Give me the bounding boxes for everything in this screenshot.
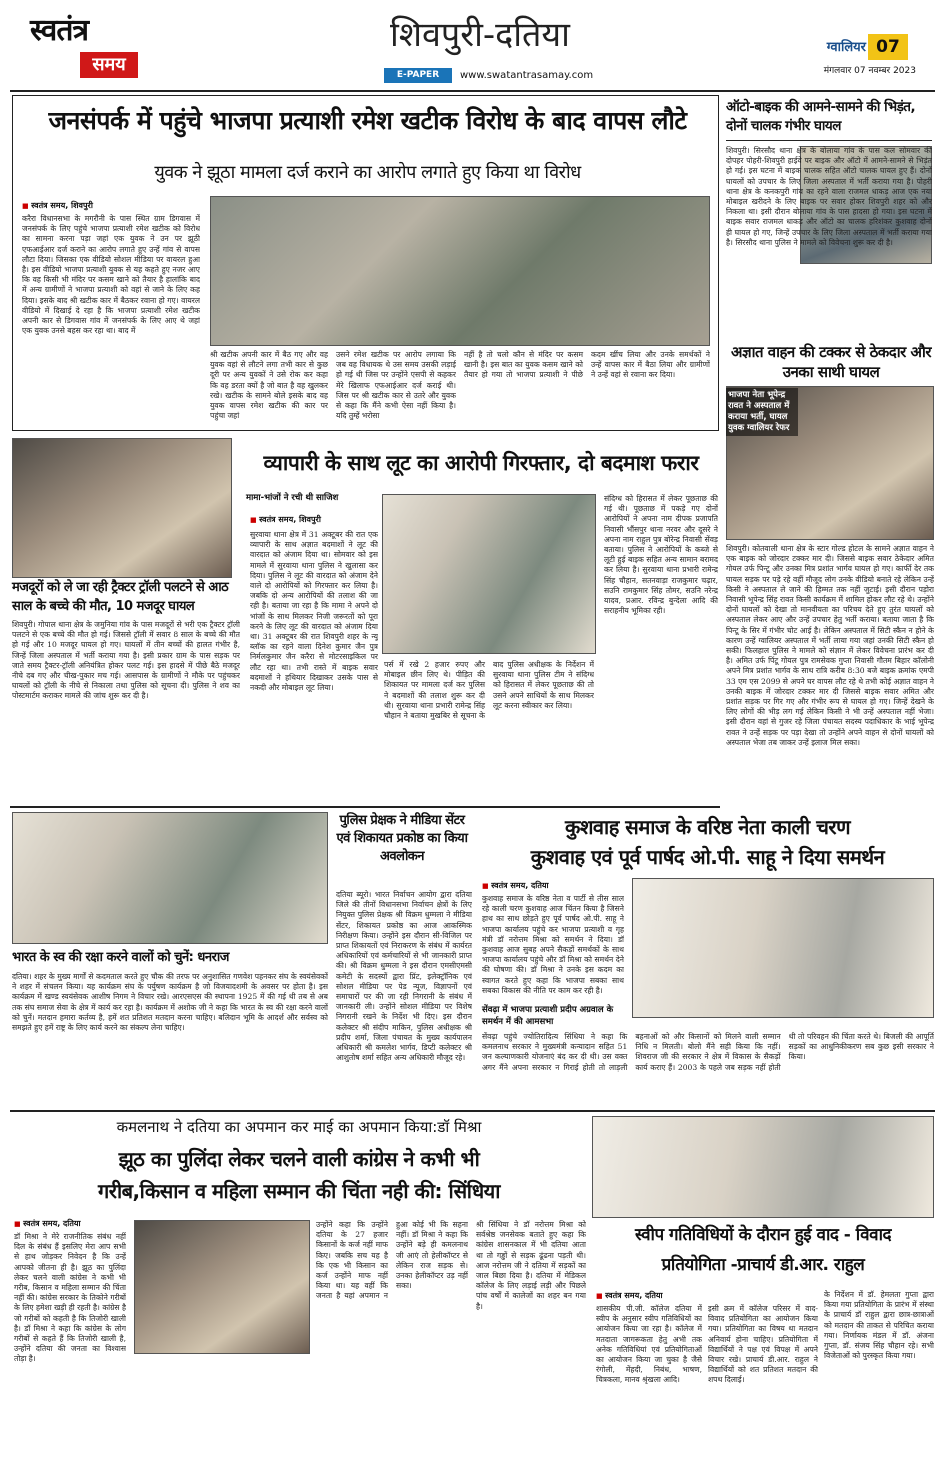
lead-col3: उसने रमेश खटीक पर आरोप लगाया कि जब वह विधायक थे उस समय उसकी लड़ाई हो गई थी जिस पर उन्होंने एसपी से कहकर मेरे खिलाफ एफआईआर दर्ज कराई थी। जिस पर श्री खटीक कार से उतरे और युवक से कहा कि मैंने कभी ऐसा नहीं किया है। यदि तुम्हें भरोसा [336, 350, 456, 421]
sveep-col1: शासकीय पी.जी. कॉलेज दतिया में स्वीप के अनुसार स्वीप गतिविधियों का आयोजन किया जा रहा है। कॉलेज में मतदाता जागरूकता हेतु अभी तक अनेक गतिविधियां एवं प्रतियोगिताओं का आयोजन किया जा चुका है जैसे रंगोली, मेंहदी, निबंध, भाषण, चित्रकला, मानव श्रृंखला आदि। [596, 1304, 702, 1385]
scindia-col3: श्री सिंधिया ने डॉ नरोत्तम मिश्रा को सर्वश्रेष्ठ जनसेवक बताते हुए कहा कि कांग्रेस शासनकाल में भी दतिया आता था तो गड्ढों से सड़क ढूंढना पड़ती थी। आज नरोत्तम जी ने दतिया में सड़कों का जाल बिछा दिया है। दतिया में मेडिकल कॉलेज के लिए लड़ाई लड़ी और पिछले पांच वर्षों में कालेजों का शहर बन गया है। [476, 1220, 586, 1311]
tractor-headline: मजदूरों को ले जा रही ट्रैक्टर ट्रॉली पलटने से आठ साल के बच्चे की मौत, 10 मजदूर घायल [12, 580, 229, 614]
city-name: ग्वालियर [826, 40, 866, 55]
loot-byline: ■ स्वतंत्र समय, शिवपुरी [250, 514, 390, 525]
accident-body: शिवपुरी। कोतवाली थाना क्षेत्र के स्टार गोल्ड होटल के सामने अज्ञात वाहन ने एक बाइक को जोरदार टक्कर मार दी। जिससे बाइक सवार ठेकेदार अमित गोयल उर्फ पिन्टू और उनका मित्र प्रशांत भार्गव घायल हो गए। कार्फी देर तक घायल सड़क पर पड़े रहे वहीं मौजूद लोग उनके वीडियो बनाते रहे लेकिन उन्हें किसी ने अस्पताल ले जाने की हिम्मत तक नहीं जुटाई। इसी दौरान पड़ोरा निवासी भूपेन्द्र सिंह रावत किसी कार्यक्रम में शामिल होकर लौट रहे थे। उन्होंने दोनों घायलों को देखा तो मानवीयता का परिचय देते हुए तुरंत घायलों को अस्पताल लेकर आए और उन्हें उपचार हेतु भर्ती कराया। बताया जाता है कि पिन्टू के सिर में गंभीर चोट आई है। लेकिन अस्पताल में सिटी स्कैन न होने के कारण उन्हें ग्वालियर अस्पताल में भर्ती लाया गया जहां उनकी सिटी स्कैन हो सकी। फिलहाल पुलिस ने मामले को संज्ञान में लेकर विवेचना प्रारंभ कर दी है। अमित उर्फ पिंटू गोयल पुत्र रामसेवक गुप्ता निवासी गौतम बिहार कॉलोनी अपने मित्र प्रशांत भार्गव के साथ रात्रि करीब 8:30 बजे बाइक क्रमांक एमपी 33 एम एस 2099 से अपने घर वापस लौट रहे थे तभी कोई अज्ञात वाहन ने उनकी बाइक में जोरदार टक्कर मार दी जिससे बाइक सवार अमित और प्रशांत सड़क पर गिर गए और गंभीर रूप से घायल हो गए। जिन्हें देखने के लिए लोगों की भीड़ लग गई लेकिन किसी ने भी उन्हें अस्पताल नहीं भेजा। इसी दौरान वहां से गुजर रहे जिला पंचायत सदस्य पदाधिकार के भाई भूपेन्द्र रावत ने उन्हें सड़क पर पड़ा देखा तो उन्होंने अपने वाहन से दोनों घायलों को अस्पताल भेजा तब जाकर उन्हें इलाज मिल सका। [726, 544, 934, 747]
scindia-kicker: कमलनाथ ने दतिया का अपमान कर माई का अपमान किया:डॉ मिश्रा [116, 1118, 482, 1136]
sveep-byline: ■ स्वतंत्र समय, दतिया [596, 1290, 746, 1301]
sveep-photo [592, 1116, 934, 1218]
kushwaha-kicker: सेंवढ़ा में भाजपा प्रत्याशी प्रदीप अग्रवाल के समर्थन में की आमसभा [482, 1005, 614, 1027]
kushwaha-headline-1: कुशवाह समाज के वरिष्ठ नेता काली चरण [564, 815, 851, 839]
sveep-col3: के निर्देशन में डॉ. हेमलता गुप्ता द्वारा किया गया प्रतियोगिता के प्रारंभ में संस्था के प्राचार्य डॉ राहुल द्वारा छात्र-छात्राओं को मतदान की ताकत से परिचित कराया गया। निर्णायक मंडल में डॉ. अंजना गुप्ता, डॉ. संजय सिंह चौहान रहे। सभी विजेताओं को पुरस्कृत किया गया। [824, 1290, 934, 1361]
sveep-headline-2: प्रतियोगिता -प्राचार्य डी.आर. राहुल [661, 1255, 865, 1275]
auto-bike-rule [726, 140, 932, 141]
epaper-label: E-PAPER [384, 68, 452, 83]
lead-col2: श्री खटीक अपनी कार में बैठ गए और वह युवक वहां से लौटने लगा तभी कार से कुछ दूरी पर अन्य युवकों ने उसे रोक कर कहा कि वह डरता क्यों है जो बात है वह खुलकर रखे। खटीक के सामने बोले इसके बाद वह युवक वापस रमेश खटीक की कार पर पहुंचा जहां [210, 350, 328, 421]
auto-bike-body: शिवपुरी। सिरसौद थाना क्षेत्र के बोलाया गांव के पास कल सोमवार की दोपहर पोहरी-शिवपुरी हाईवे पर बाइक और ऑटो में आमने-सामने से भिड़ंत हो गई। इस घटना में बाइक चालक सहित ऑटो चालक घायल हुए हैं। दोनों घायलों को उपचार के लिए जिला अस्पताल में भर्ती कराया गया है। पोहरी थाना क्षेत्र के कनकपुरी गांव का रहने वाला राजमल धाकड़ आज एक नया मोबाइल खरीदने के लिए बाइक पर सवार होकर शिवपुरी शहर को और निकला था। इसी दौरान बोलाया गांव के पास हादसा हो गया। इस घटना में बाइक सवार राजमल धाकड़ और ऑटो का चालक हरिशंकर कुशवाह दोनों ही घायल हो गए, जिन्हें उपचार के लिए जिला अस्पताल में भर्ती कराया गया है। सिरसौद थाना पुलिस ने मामले को विवेचना शुरू कर दी है। [726, 146, 932, 247]
scindia-col1: डॉ मिश्रा ने मेरे राजनीतिक संबंध नहीं दिल के संबंध हैं इसलिए मेरा आप सभी से हाथ जोड़कर निवेदन है कि उन्हें आपको जीतना ही है। झूठ का पुलिंदा लेकर चलने वाली कांग्रेस ने कभी भी गरीब, किसान व महिला सम्मान की चिंता नहीं की। कांग्रेस सरकार के तिकोने गरीबों के लिए हमेशा खड़ी ही रहती है। कांग्रेस है जो गरीबों को कहती है कि तिजोरी खाली है। डॉ मिश्रा ने कहा कि कांग्रेस के लोग गरीबों से कहते हैं कि तिजोरी खाली है, उन्होंने दतिया की जनता का विश्वास तोड़ा है। [14, 1232, 126, 1364]
scindia-col2: उन्होंने कहा कि उन्होंने दतिया के 27 हजार किसानों के कर्ज नहीं माफ किए। जबकि सच यह है कि एक भी किसान का कर्ज उन्होंने माफ नहीं किया था। यह वहीं कि जनता है यहां अपमान न हुआ कोई भी कि सहना नहीं। डॉ मिश्रा ने कहा कि उन्होंने बड़े ही कमलनाथ जी आएं तो हेलीकॉप्टर से लेकिन राज सड़क से। उनका हेलीकॉप्टर उड़ नहीं सका। [316, 1220, 468, 1301]
issue-date: मंगलवार 07 नवम्बर 2023 [823, 66, 916, 76]
loot-kicker: मामा-भांजों ने रची थी साजिश [246, 493, 339, 503]
accident-photo-caption: भाजपा नेता भूपेन्द्र रावत ने अस्पताल में कराया भर्ती, घायल युवक ग्वालियर रेफर [726, 388, 798, 436]
rss-body: दतिया। शहर के मुख्य मार्गों से कदमताल करते हुए चौक की तरफ पर अनुशासित गणवेश पहनकर संघ के स्वयंसेवकों ने शहर में संचलन किया। यह कार्यक्रम संघ के पर्युषण कार्यक्रम है जो विजयादशमी के अवसर पर होता है। इस कार्यक्रम में खण्ड स्वयंसेवक आशीष निगम ने विचार रखे। आरएसएस की स्थापना 1925 में की गई थी तब से अब तक संघ समाज सेवा के क्षेत्र में कार्य कर रहा है। कार्यक्रम में अशोक जी ने कहा कि भारत के स्व की रक्षा करने वालों को चुनें। मतदान हमारा कर्तव्य है, हमें शत प्रतिशत मतदान करना चाहिए। बलिदान भूमि के आदर्श और सर्वस्व को समझते हुए हमें राष्ट्र के लिए कार्य करने का संकल्प लेना चाहिए। [12, 972, 328, 1033]
kushwaha-body2: सेंवढ़ा पहुंचे ज्योतिरादित्य सिंधिया ने कहा कि कमलनाथ सरकार ने मुख्यमंत्री कन्यादान सहित 51 जन कल्याणकारी योजनाएं बंद कर दी थी। उस वक्त अगर मैंने अपना सरकार न गिराई होती तो लाड़ली बहनाओं को और किसानों को मिलने वाली सम्मान निधि न मिलती। बोलो मैंने सही किया कि नहीं। शिवराज जी की सरकार ने क्षेत्र में विकास के सैकड़ों कार्य कराए हैं। 2003 के पहले जब सड़क नहीं होती थी तो परिवहन की चिंता करते थे। बिजली की आपूर्ति सड़कों का आधुनिकीकरण सब कुछ इसी सरकार ने किया। [482, 1032, 934, 1072]
mid-divider [10, 806, 720, 808]
logo [30, 14, 140, 84]
kushwaha-photo [632, 878, 934, 1018]
kushwaha-headline-2: कुशवाह एवं पूर्व पार्षद ओ.पी. साहू ने दिया समर्थन [530, 845, 885, 869]
tractor-photo [12, 438, 232, 578]
rss-headline: भारत के स्व की रक्षा करने वालों को चुनें: धनराज [12, 950, 229, 965]
rss-photo [12, 812, 328, 944]
kushwaha-byline: ■ स्वतंत्र समय, दतिया [482, 880, 622, 891]
sveep-col2: इसी क्रम में कॉलेज परिसर में वाद-विवाद प्रतियोगिता का आयोजन किया गया। प्रतियोगिता का विषय था मतदान अनिवार्य होना चाहिए। प्रतियोगिता में विद्यार्थियों ने पक्ष एवं विपक्ष में अपने विचार रखे। प्राचार्य डी.आर. राहुल ने विद्यार्थियों को शत प्रतिशत मतदान की शपथ दिलाई। [708, 1304, 818, 1385]
accident-headline: अज्ञात वाहन की टक्कर से ठेकदार और उनका साथी घायल [731, 343, 931, 381]
scindia-headline-2: गरीब,किसान व महिला सम्मान की चिंता नही की: सिंधिया [98, 1179, 500, 1203]
lead-headline: जनसंपर्क में पहुंचे भाजपा प्रत्याशी रमेश खटीक विरोध के बाद वापस लौटे [48, 106, 687, 135]
loot-headline: व्यापारी के साथ लूट का आरोपी गिरफ्तार, दो बदमाश फरार [263, 451, 699, 475]
lower-divider [10, 1110, 935, 1112]
lead-photo [210, 196, 710, 346]
loot-photo [382, 494, 596, 654]
lead-col4: नहीं है तो चलो कौन से मंदिर पर कसम खानी है। इस बात का युवक कसम खाने को तैयार हो गया तो भाजपा प्रत्याशी ने पीछे कदम खींच लिया और उनके समर्थकों ने उन्हें वापस कार में बैठा लिया और ग्रामीणों ने उन्हें वहां से रवाना कर दिया। [464, 350, 710, 380]
section-title: शिवपुरी-दतिया [390, 15, 570, 55]
logo-bottom-text: समय [80, 52, 138, 78]
page-number: 07 [868, 34, 908, 60]
masthead [0, 0, 945, 90]
auto-bike-headline: ऑटो-बाइक की आमने-सामने की भिड़ंत, दोनों चालक गंभीर घायल [726, 99, 916, 134]
masthead-divider [10, 90, 935, 92]
observer-body: दतिया ब्यूरो। भारत निर्वाचन आयोग द्वारा दतिया जिले की तीनों विधानसभा निर्वाचन क्षेत्रों के लिए नियुक्त पुलिस प्रेक्षक श्री विक्रम धुम्मला ने मीडिया सेंटर, शिकायत प्रकोष्ठ का आज आकस्मिक निरीक्षण किया। उन्होंने इस दौरान सी-विजिल पर प्राप्त शिकायतों एवं निराकरण के संबंध में कार्यरत अधिकारियों एवं कर्मचारियों से भी जानकारी प्राप्त की। श्री विक्रम धुम्मला ने इस दौरान एमसीएमसी कमेटी के सदस्यों द्वारा प्रिंट, इलेक्ट्रॉनिक एवं सोशल मीडिया पर पेड न्यूज, विज्ञापनों एवं समाचारों पर की जा रही निगरानी के संबंध में जानकारी ली। उन्होंने सोशल मीडिया पर विशेष निगरानी रखने के निर्देश भी दिए। इस दौरान कलेक्टर श्री संदीप माकिन, पुलिस अधीक्षक श्री प्रदीप शर्मा, जिला पंचायत के मुख्य कार्यपालन अधिकारी श्री कमलेश भार्गव, डिप्टी कलेक्टर श्री आशुतोष शर्मा सहित अन्य अधिकारी मौजूद रहे। [336, 890, 472, 1063]
scindia-headline-1: झूठ का पुलिंदा लेकर चलने वाली कांग्रेस ने कभी भी [118, 1147, 480, 1171]
loot-body1: सुरवाया थाना क्षेत्र में 31 अक्टूबर की रात एक व्यापारी के साथ अज्ञात बदमाशों ने लूट की वारदात को अंजाम दिया था। सोमवार को इस मामले में सुरवाया थाना पुलिस ने खुलासा कर दिया। पुलिस ने लूट की वारदात को अंजाम देने वाले दो आरोपियों को गिरफ्तार कर लिया है। जबकि दो अन्य आरोपियों की तलाश की जा रही है। बताया जा रहा है कि मामा ने अपने दो भांजों के साथ मिलकर निजी जरूरतों को पूरा करने के लिए लूट की वारदात को अंजाम दिया था। 31 अक्टूबर की रात शिवपुरी शहर के न्यू ब्लॉक का रहने वाला दिनेश कुमार जैन पुत्र निर्मलकुमार जैन करैरा से मोटरसाइकिल पर लौट रहा था। तभी रास्ते में बाइक सवार बदमाशों ने हथियार दिखाकर उसके पास से नकदी और मोबाइल लूट लिया। [250, 530, 378, 693]
sveep-headline-1: स्वीप गतिविधियों के दौरान हुई वाद - विवाद [634, 1225, 892, 1245]
kushwaha-body: कुशवाह समाज के वरिष्ठ नेता व पार्टी से तीस साल रहे काली चरण कुशवाह आज चिंतन किया है जिसने हाथ का साथ छोड़ते हुए पूर्व पार्षद ओ.पी. साहू ने भाजपा कार्यालय पहुंचे कर भाजपा प्रत्याशी व गृह मंत्री डॉ नरोत्तम मिश्रा को समर्थन ने दिया। डॉ कुशवाह आज सुबह अपने सैकड़ों समर्थकों के साथ भाजपा कार्यालय पहुंचे और डॉ मिश्रा को समर्थन देने की घोषणा की। डॉ मिश्रा ने उनके इस कदम का स्वागत करते हुए कहा कि भाजपा सबका साथ सबका विकास की नीति पर काम कर रही है। [482, 894, 624, 995]
website-link[interactable]: www.swatantrasamay.com [460, 70, 594, 81]
lead-col1: करैरा विधानसभा के मगरौनी के पास स्थित ग्राम डिगवास में जनसंपर्क के लिए पहुंचे भाजपा प्रत्याशी रमेश खटीक को विरोध का सामना करना पड़ा जहां एक युवक ने उन पर झूठी एफआईआर दर्ज कराने का आरोप लगाते हुए उन्हें गांव से वापस लौटा दिया। जिसका एक वीडियो सोशल मीडिया पर वायरल हुआ है। इस वीडियो भाजपा प्रत्याशी युवक से यह कहते हुए नजर आए कि वह किसी भी मंदिर पर कसम खाने को तैयार है हालांकि बाद में अन्य ग्रामीणों ने भाजपा प्रत्याशी को वहां से जाने के लिए कह दिया। इसके बाद श्री खटीक कार में बैठकर रवाना हो गए। वायरल वीडियो में दिखाई दे रहा है कि भाजपा प्रत्याशी रमेश खटीक अपनी कार से डिगवास गांव में जनसंपर्क के लिए आए थे जहां एक युवक उनसे बहस कर रहा था। बाद में [22, 214, 200, 336]
loot-body3: संदिग्ध को हिरासत में लेकर पूछताछ की गई थी। पूछताछ में पकड़े गए दोनों आरोपियों ने अपना नाम दीपक प्रजापति निवासी भौंसपुर थाना नरवर और दूसरे ने अपना नाम राहुल पुत्र बोरेन्द्र निवासी सेंवड़ बताया। पुलिस ने आरोपियों के कब्जे से लूटी हुई बाइक सहित अन्य सामान बरामद कर लिया है। सुरवाया थाना प्रभारी रामेन्द्र सिंह चौहान, सतनवाड़ा राजकुमार चढ़ार, सउनि रामकुमार सिंह तोमर, सउनि नरेन्द्र यादव, प्रआर. रविन्द्र बुन्देला आदि की सराहनीय भूमिका रही। [604, 494, 718, 616]
scindia-byline: ■ स्वतंत्र समय, दतिया [14, 1218, 154, 1229]
loot-body2: पर्स में रखे 2 हजार रुपए और मोबाइल छीन लिए थे। पीड़ित की शिकायत पर मामला दर्ज कर पुलिस ने बदमाशों की तलाश शुरू कर दी थी। सुरवाया थाना प्रभारी रामेन्द्र सिंह चौहान ने बताया मुखबिर से सूचना के बाद पुलिस अधीक्षक के निर्देशन में सुरवाया थाना पुलिस टीम ने संदिग्ध को हिरासत में लेकर पूछताछ की तो उसने अपने साथियों के साथ मिलकर लूट करना स्वीकार कर लिया। [384, 660, 594, 721]
lead-byline: ■ स्वतंत्र समय, शिवपुरी [22, 200, 202, 211]
tractor-body: शिवपुरी। गोपाल थाना क्षेत्र के जमुनिया गांव के पास मजदूरों से भरी एक ट्रैक्टर ट्रॉली पलटने से एक बच्चे की मौत हो गई। जिससे ट्रॉली में सवार 8 साल के बच्चे की मौत हो गई और 10 मजदूर घायल हो गए। घायलों में तीन बच्चों की हालत गंभीर है, जिन्हें जिला अस्पताल में भर्ती कराया गया है। इसी प्रकार ग्राम के पास सड़क पर जाते समय ट्रैक्टर-ट्रॉली अनियंत्रित होकर पलट गई। इस हादसे में पीछे बैठे मजदूर नीचे दब गए और चीख-पुकार मच गई। आसपास के ग्रामीणों ने मौके पर पहुंचकर घायलों को ट्रॉली के नीचे से निकाला तथा पुलिस को सूचना दी। पुलिस ने शव का पोस्टमार्टम कराकर मामले की जांच शुरू कर दी है। [12, 620, 240, 701]
lead-subhead: युवक ने झूठा मामला दर्ज कराने का आरोप लगाते हुए किया था विरोध [154, 162, 581, 183]
logo-top-text: स्वतंत्र [30, 13, 89, 48]
observer-headline: पुलिस प्रेक्षक ने मीडिया सेंटर एवं शिकायत प्रकोष्ठ का किया अवलोकन [336, 813, 468, 864]
scindia-photo [134, 1220, 310, 1354]
